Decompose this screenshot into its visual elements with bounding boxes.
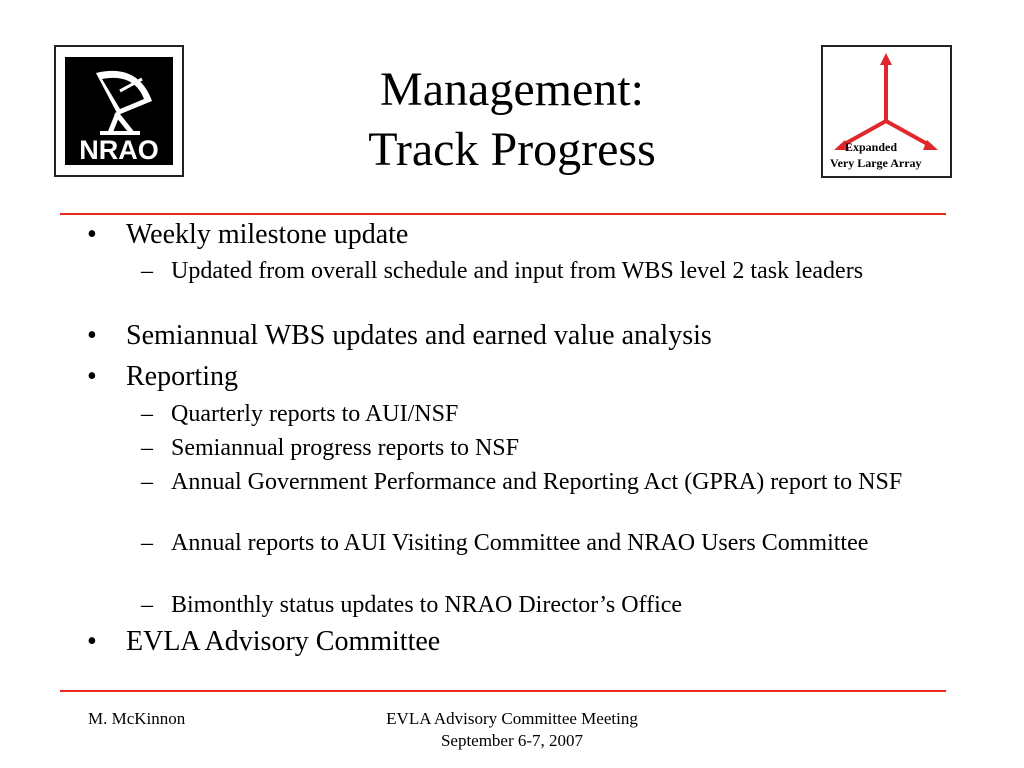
footer-divider — [60, 690, 946, 692]
slide-title — [250, 60, 774, 180]
bullet-marker: – — [141, 469, 153, 495]
bullet-marker: • — [87, 626, 97, 657]
bullet-text: Annual Government Performance and Reporting Act (GPRA) report to NSF — [171, 469, 903, 495]
bullet-text: Updated from overall schedule and input from WBS level 2 task leaders — [171, 258, 864, 284]
nrao-logo — [54, 45, 184, 177]
bullet-marker: – — [141, 435, 153, 461]
bullet-text: Semiannual progress reports to NSF — [171, 435, 519, 461]
bullet-text: Reporting — [126, 361, 238, 392]
footer-author: M. McKinnon — [88, 709, 186, 728]
bullet-marker: – — [141, 258, 153, 284]
bullet-text: Bimonthly status updates to NRAO Director’s Office — [171, 592, 683, 618]
bullet-marker: • — [87, 320, 97, 351]
bullet-text: EVLA Advisory Committee — [126, 626, 441, 657]
evla-logo-line-2: Very Large Array — [830, 156, 922, 170]
evla-logo — [821, 45, 952, 178]
bullet-marker: – — [141, 592, 153, 618]
header-divider — [60, 213, 946, 215]
title-line-2: Track Progress — [368, 123, 656, 176]
bullet-text: Weekly milestone update — [126, 219, 409, 250]
evla-array-arms-icon — [834, 53, 938, 150]
nrao-logo-graphic — [56, 47, 182, 175]
footer-date: September 6-7, 2007 — [440, 731, 584, 750]
nrao-logo-text: NRAO — [79, 135, 159, 165]
title-line-1: Management: — [380, 63, 644, 116]
bullet-marker: – — [141, 401, 153, 427]
bullet-text: Semiannual WBS updates and earned value analysis — [126, 320, 712, 351]
bullet-text: Quarterly reports to AUI/NSF — [171, 401, 459, 427]
evla-logo-line-1: Expanded — [845, 140, 898, 154]
bullet-text: Annual reports to AUI Visiting Committee and NRAO Users Committee — [171, 530, 869, 556]
footer-event-info — [340, 708, 684, 752]
footer-event: EVLA Advisory Committee Meeting — [386, 709, 638, 728]
bullet-marker: – — [141, 530, 153, 556]
evla-logo-graphic — [823, 47, 950, 176]
bullet-marker: • — [87, 361, 97, 392]
bullet-marker: • — [87, 219, 97, 250]
